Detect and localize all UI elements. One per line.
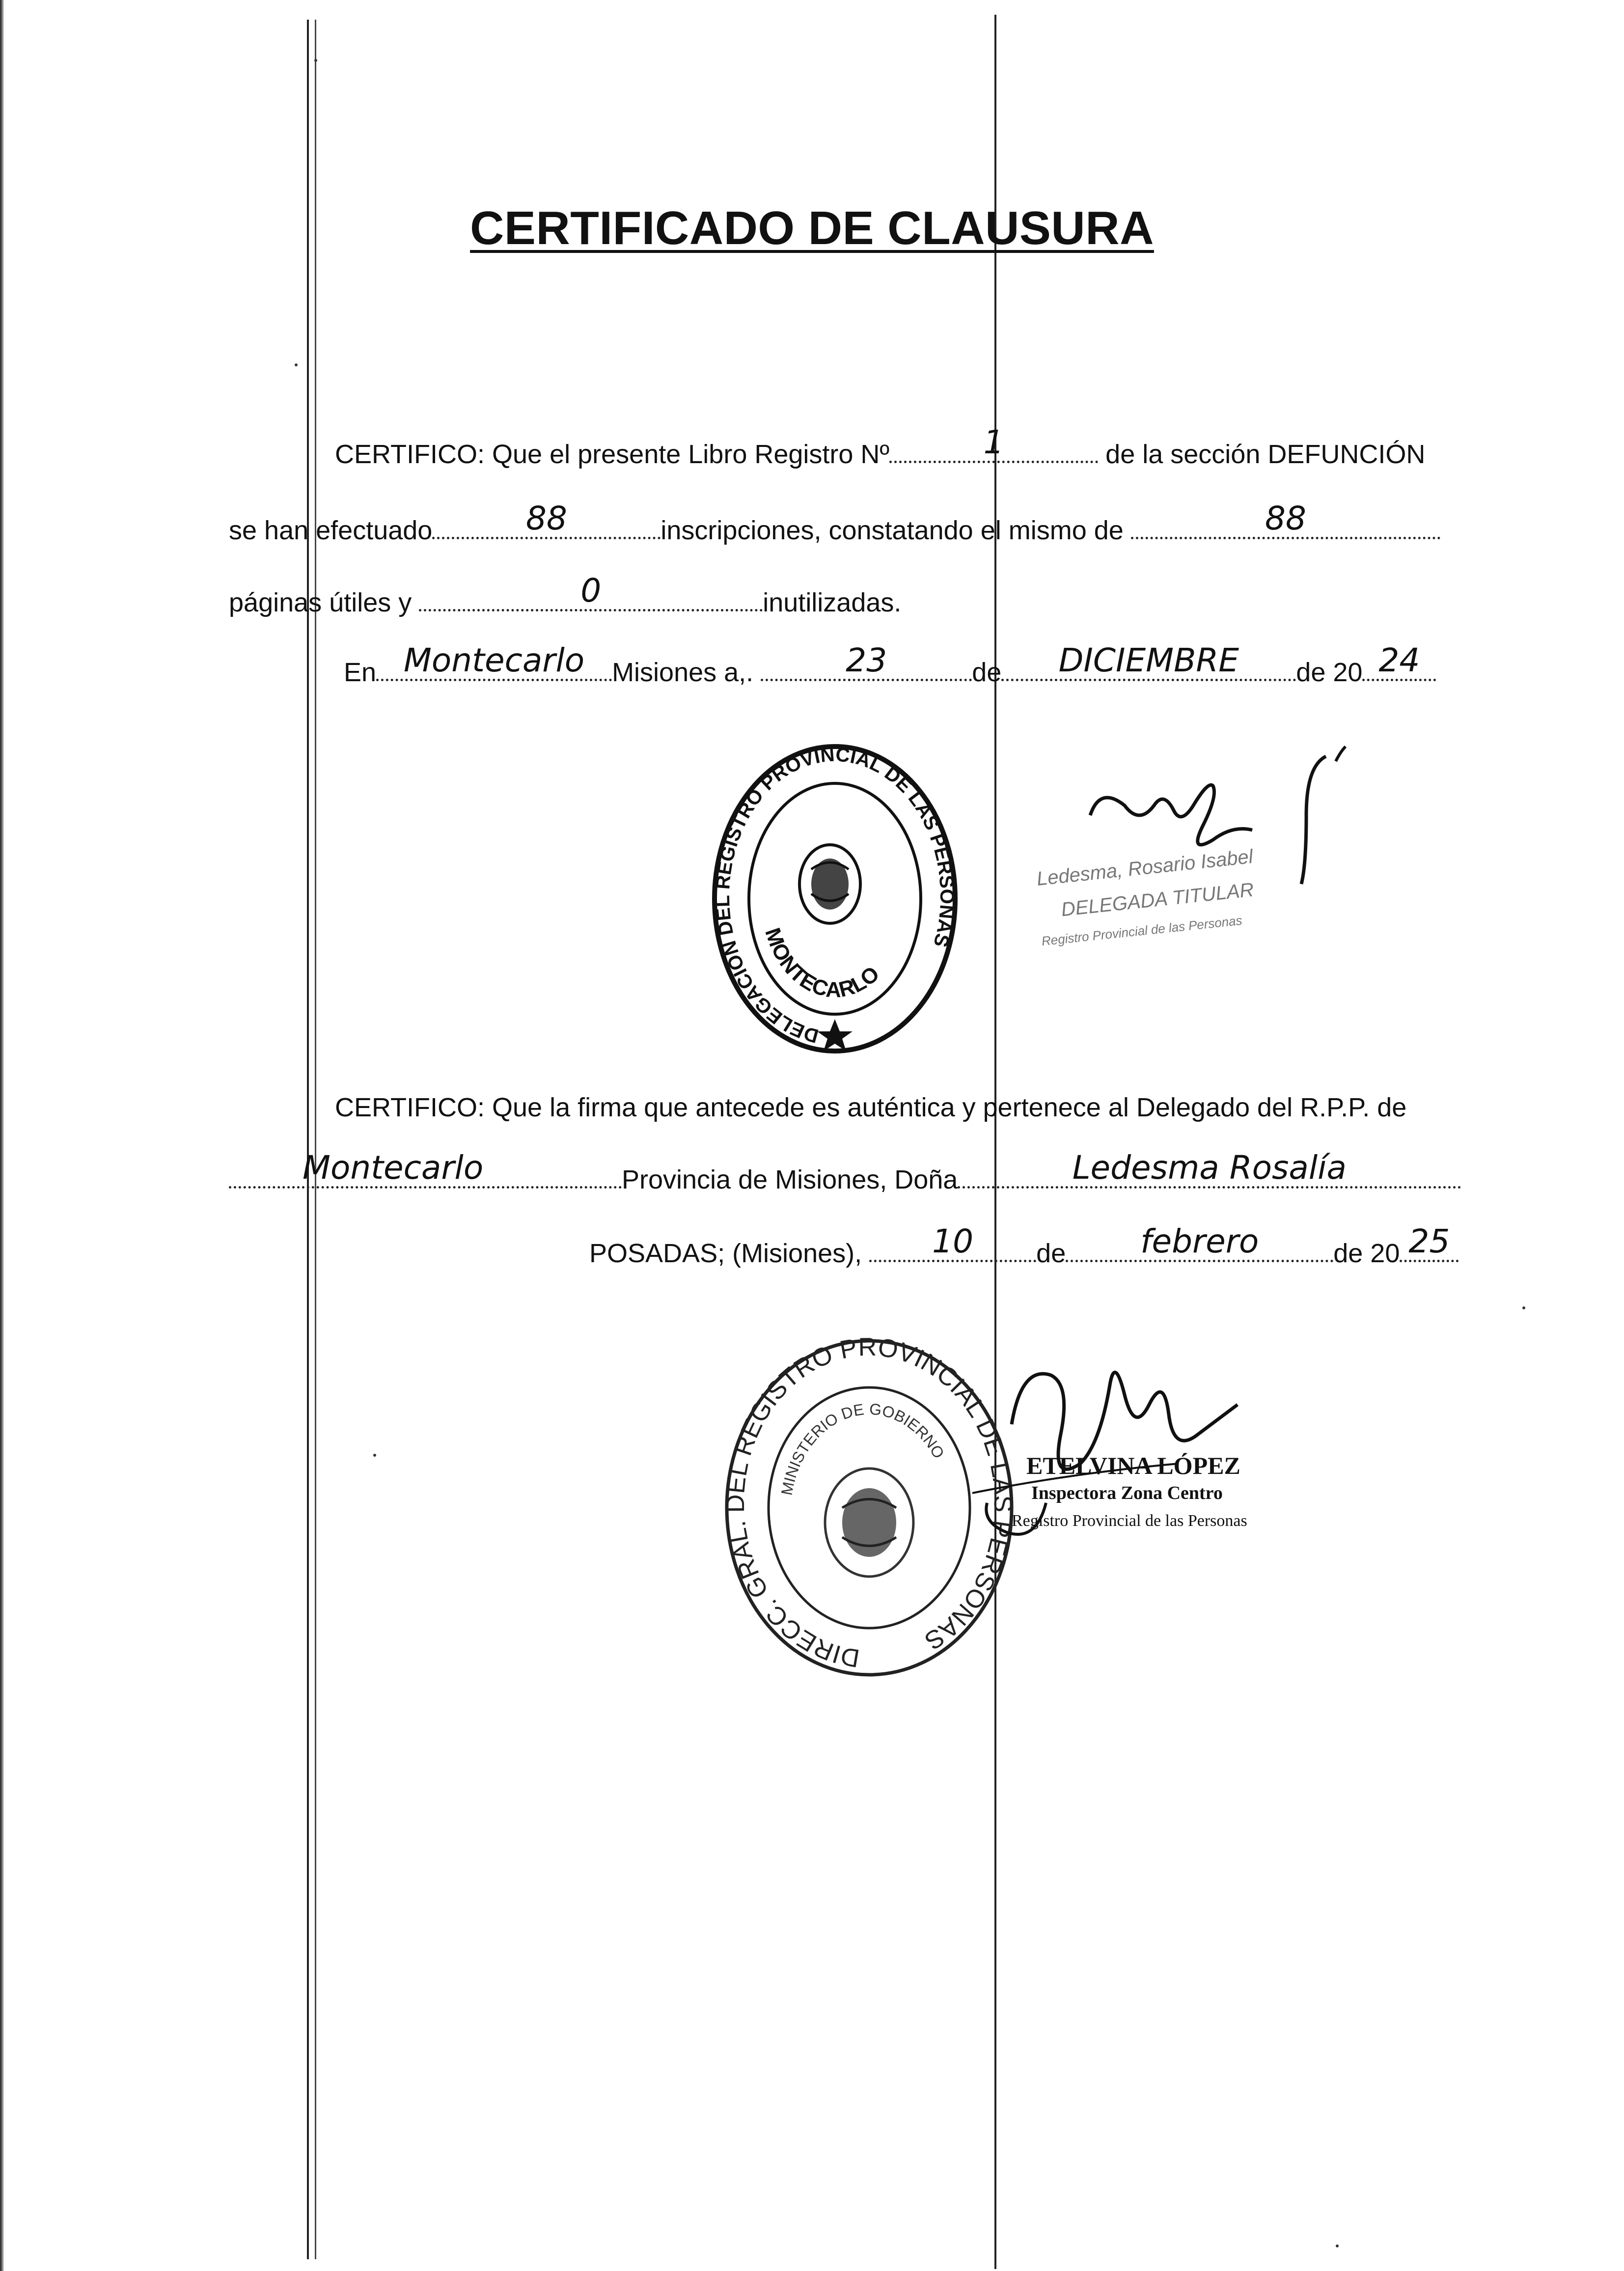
- day-value: 23: [846, 641, 887, 679]
- inspector-org: Registro Provincial de las Personas: [1012, 1512, 1247, 1530]
- scan-speck: [373, 1454, 376, 1457]
- closure-text: inscripciones, constatando el mismo de: [661, 516, 1124, 545]
- scan-speck: [1336, 2244, 1339, 2247]
- pages-count-value: 88: [1265, 499, 1306, 537]
- delegate-role: DELEGADA TITULAR: [1060, 879, 1255, 921]
- auth-place-value: Montecarlo: [303, 1149, 484, 1187]
- auth-line-1: [335, 1094, 1406, 1121]
- auth-line-3: [589, 1222, 1459, 1268]
- scan-margin-line: [315, 20, 316, 2259]
- delegation-seal: [707, 737, 963, 1061]
- year-value: 24: [1378, 641, 1420, 679]
- auth-text: POSADAS; (Misiones),: [589, 1239, 862, 1268]
- auth-day-value: 10: [932, 1222, 974, 1260]
- direction-ring-text: DIRECC. GRAL. DEL REGISTRO PROVINCIAL DE LAS PERSONAS: [721, 1332, 1018, 1673]
- closure-text: de: [972, 658, 1002, 687]
- delegation-seal-graphic: [707, 737, 963, 1061]
- inscriptions-value: 88: [525, 499, 567, 537]
- closure-text: páginas útiles y: [229, 588, 412, 617]
- pages-count-field: [1131, 499, 1440, 539]
- closure-text: inutilizadas.: [763, 588, 902, 617]
- closure-line-2: [229, 499, 1440, 545]
- person-value: Ledesma Rosalía: [1072, 1149, 1347, 1187]
- auth-text: de: [1036, 1239, 1066, 1268]
- book-number-field: [889, 423, 1098, 463]
- voided-value: 0: [580, 572, 602, 609]
- scan-speck: [1522, 1306, 1525, 1309]
- svg-text:MINISTERIO DE GOBIERNO: [777, 1400, 948, 1497]
- auth-year-value: 25: [1408, 1222, 1450, 1260]
- voided-field: [419, 572, 763, 611]
- closure-line-4: [344, 641, 1436, 687]
- closure-line-3: [229, 572, 902, 617]
- place-field: [376, 641, 612, 681]
- closure-text: de 20: [1296, 658, 1363, 687]
- auth-place-field: [229, 1149, 622, 1189]
- scan-margin-line: [307, 20, 309, 2259]
- place-value: Montecarlo: [403, 641, 585, 679]
- seal-ring-text: DELEGACION DEL REGISTRO PROVINCIAL DE LAS PERSONAS: [712, 744, 958, 1047]
- person-field: [958, 1149, 1461, 1189]
- inspector-role: Inspectora Zona Centro: [1031, 1483, 1223, 1503]
- direction-inner-text: MINISTERIO DE GOBIERNO: [777, 1400, 948, 1497]
- inscriptions-field: [432, 499, 661, 539]
- scan-left-edge: [0, 0, 4, 2271]
- auth-text: CERTIFICO: Que la firma que antecede es auténtica y pertenece al Delegado del R.P.P. de: [335, 1093, 1407, 1122]
- day-field: [761, 641, 972, 681]
- scan-fold-line: [994, 15, 996, 2269]
- auth-text: de 20: [1333, 1239, 1400, 1268]
- delegate-name: Ledesma, Rosario Isabel: [1035, 845, 1254, 890]
- auth-day-field: [869, 1222, 1036, 1262]
- closure-text: En: [344, 658, 377, 687]
- year-field: [1362, 641, 1436, 681]
- closure-text: CERTIFICO: Que el presente Libro Registro Nº: [335, 440, 890, 469]
- delegate-org: Registro Provincial de las Personas: [1041, 913, 1243, 949]
- auth-month-field: [1066, 1222, 1333, 1262]
- closure-text: Misiones a,.: [612, 658, 754, 687]
- svg-text:MONTECARLO: [760, 925, 884, 1002]
- closure-line-1: [335, 423, 1426, 469]
- document-title: CERTIFICADO DE CLAUSURA: [470, 202, 1154, 254]
- closure-text: se han efectuado: [229, 516, 433, 545]
- month-value: DICIEMBRE: [1058, 641, 1239, 679]
- scan-speck: [314, 59, 317, 62]
- auth-line-2: [229, 1149, 1461, 1194]
- closure-text: de la sección DEFUNCIÓN: [1105, 440, 1426, 469]
- month-field: [1001, 641, 1296, 681]
- auth-month-value: febrero: [1140, 1222, 1259, 1260]
- inspector-name: ETELVINA LÓPEZ: [1026, 1452, 1240, 1479]
- book-number-value: 1: [983, 423, 1004, 461]
- scan-speck: [295, 363, 298, 366]
- auth-text: Provincia de Misiones, Doña: [622, 1165, 958, 1194]
- auth-year-field: [1400, 1222, 1459, 1262]
- seal-center-text: MONTECARLO: [760, 925, 884, 1002]
